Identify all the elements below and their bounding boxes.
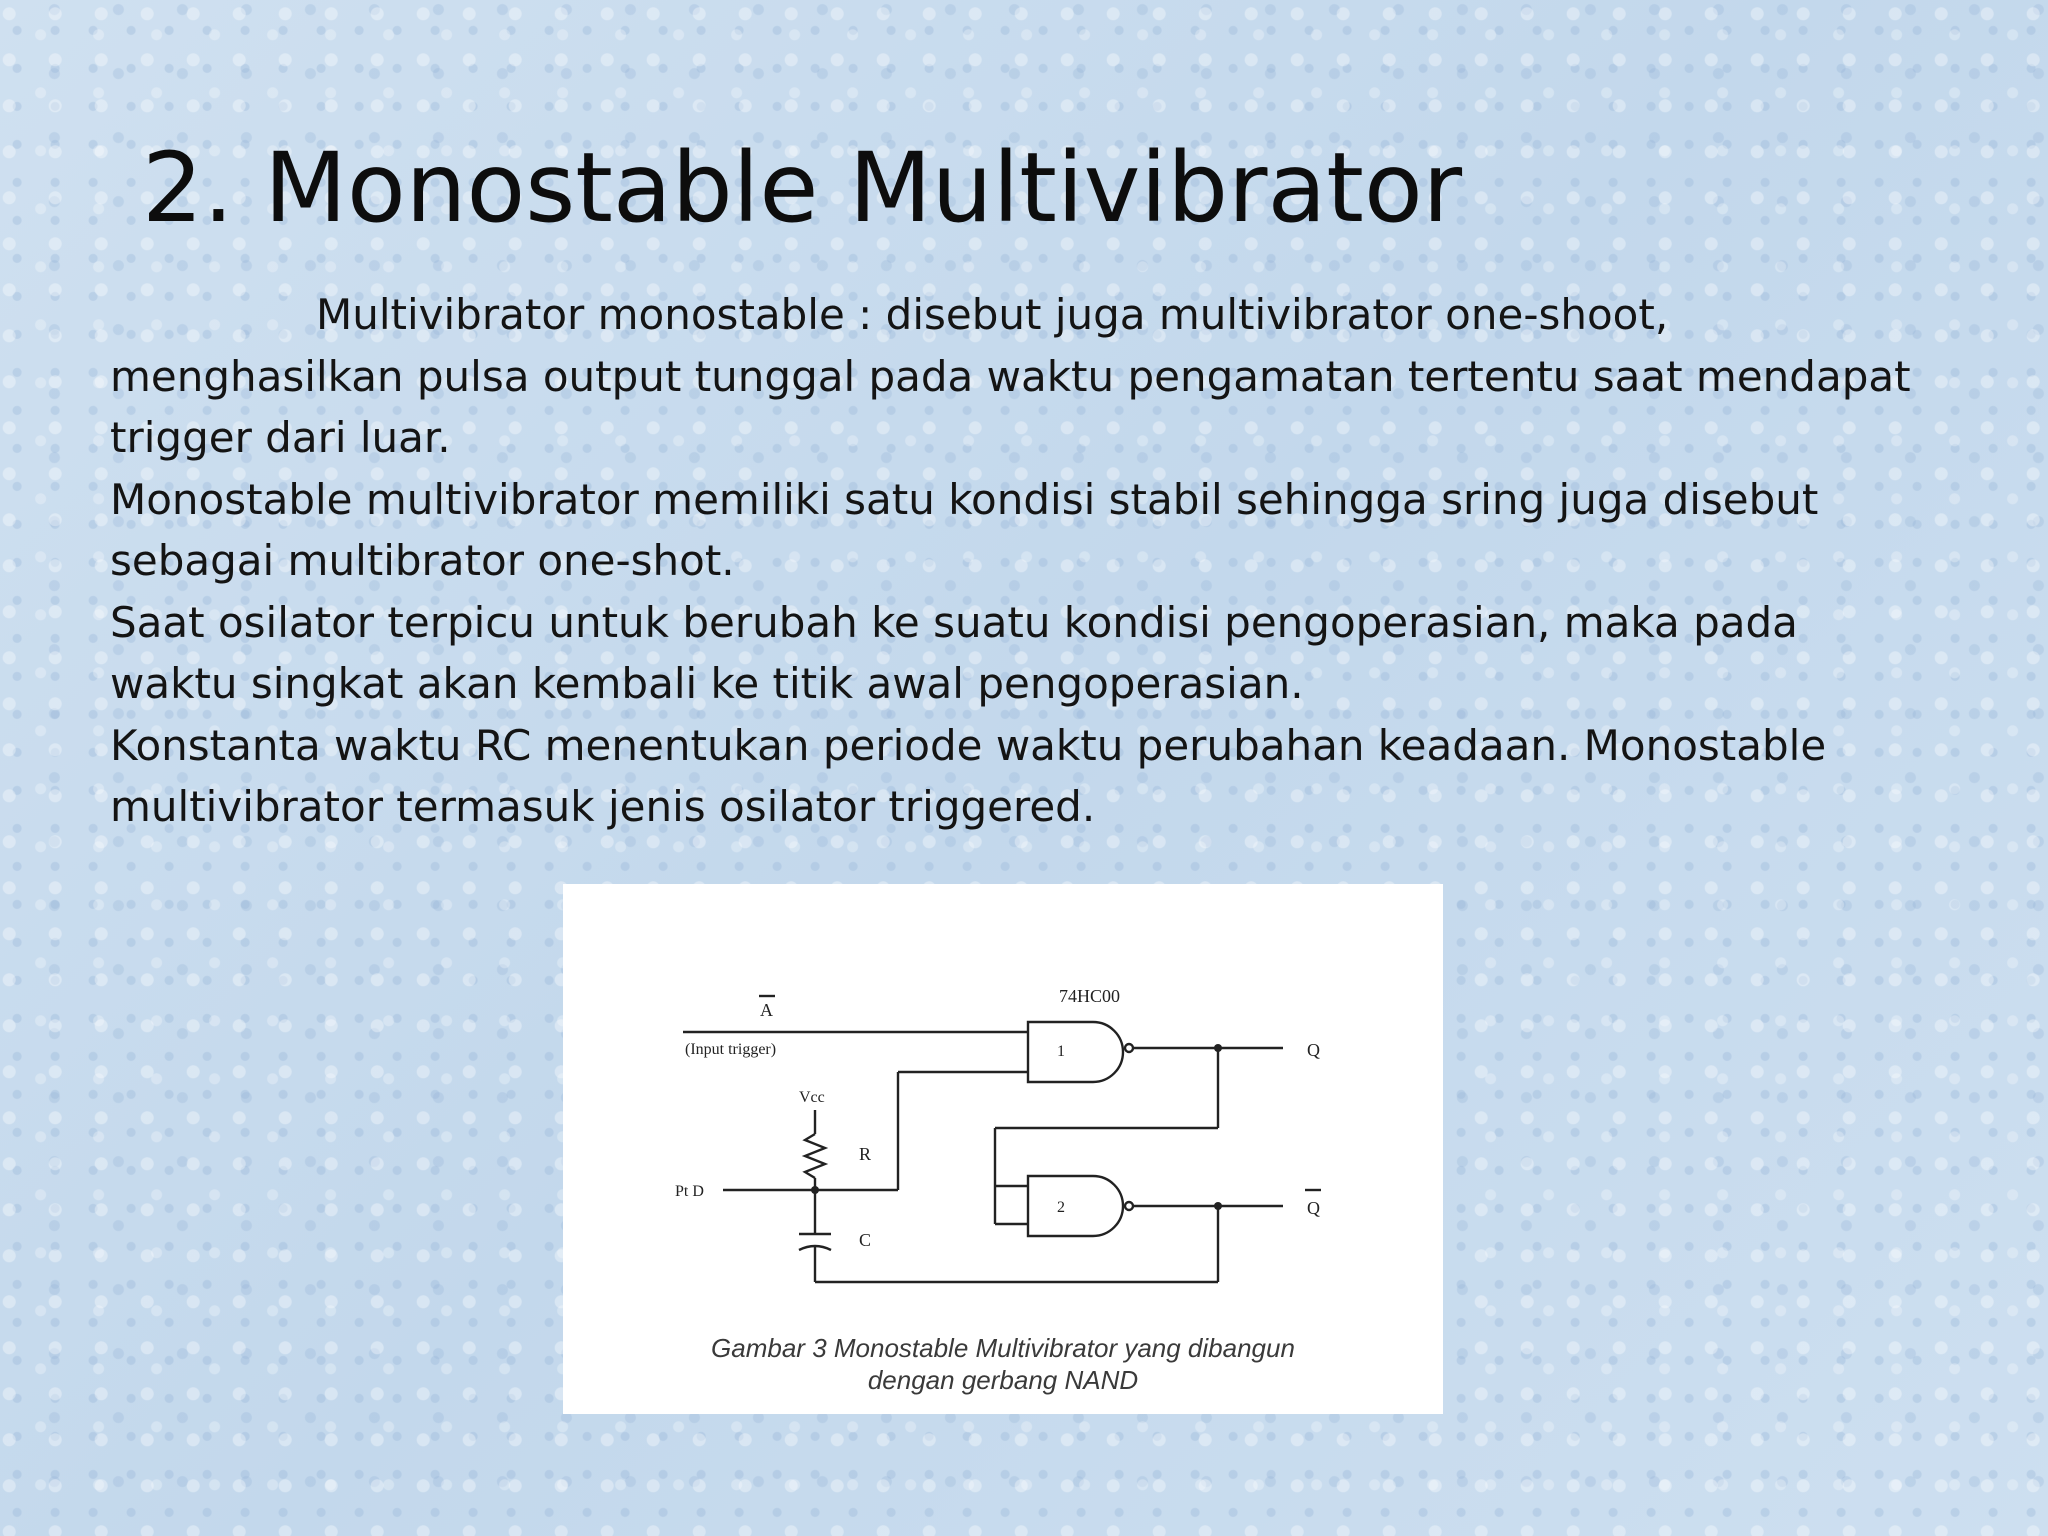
caption-line-1: Gambar 3 Monostable Multivibrator yang dibangun bbox=[711, 1333, 1295, 1363]
gate-1-label: 1 bbox=[1057, 1043, 1065, 1060]
gate-1-bubble bbox=[1125, 1044, 1133, 1052]
nand-gate-1 bbox=[1028, 1022, 1123, 1082]
slide-body bbox=[110, 284, 1970, 838]
slide-title: 2. Monostable Multivibrator bbox=[142, 132, 1463, 244]
capacitor-label: C bbox=[859, 1230, 872, 1250]
figure-caption bbox=[563, 1332, 1443, 1396]
body-line: sebagai multibrator one-shot. bbox=[110, 536, 735, 585]
resistor-label: R bbox=[859, 1144, 872, 1164]
resistor bbox=[805, 1134, 825, 1178]
circuit-figure bbox=[563, 884, 1443, 1414]
chip-label: 74HC00 bbox=[1059, 986, 1121, 1006]
input-a-label: A bbox=[760, 1000, 773, 1020]
body-line: multivibrator termasuk jenis osilator triggered. bbox=[110, 782, 1096, 831]
input-a-note: (Input trigger) bbox=[685, 1041, 777, 1058]
q-output-label: Q bbox=[1307, 1040, 1320, 1060]
nand-monostable-schematic bbox=[563, 884, 1443, 1324]
gate-2-label: 2 bbox=[1057, 1199, 1065, 1216]
body-line: Multivibrator monostable : disebut juga multivibrator one-shoot, bbox=[316, 290, 1669, 339]
body-line: menghasilkan pulsa output tunggal pada waktu pengamatan tertentu saat mendapat bbox=[110, 351, 1911, 401]
pin-d-label: Pt D bbox=[675, 1183, 704, 1200]
vcc-label: Vcc bbox=[799, 1089, 825, 1106]
body-line: Konstanta waktu RC menentukan periode waktu perubahan keadaan. Monostable bbox=[110, 720, 1827, 770]
body-line: waktu singkat akan kembali ke titik awal pengoperasian. bbox=[110, 659, 1304, 708]
body-line: Monostable multivibrator memiliki satu kondisi stabil sehingga sring juga disebut bbox=[110, 474, 1819, 524]
body-line: Saat osilator terpicu untuk berubah ke suatu kondisi pengoperasian, maka pada bbox=[110, 597, 1798, 647]
body-line: trigger dari luar. bbox=[110, 413, 451, 462]
nand-gate-2 bbox=[1028, 1176, 1123, 1236]
caption-line-2: dengan gerbang NAND bbox=[867, 1365, 1139, 1395]
qbar-output-label: Q bbox=[1307, 1198, 1320, 1218]
gate-2-bubble bbox=[1125, 1202, 1133, 1210]
